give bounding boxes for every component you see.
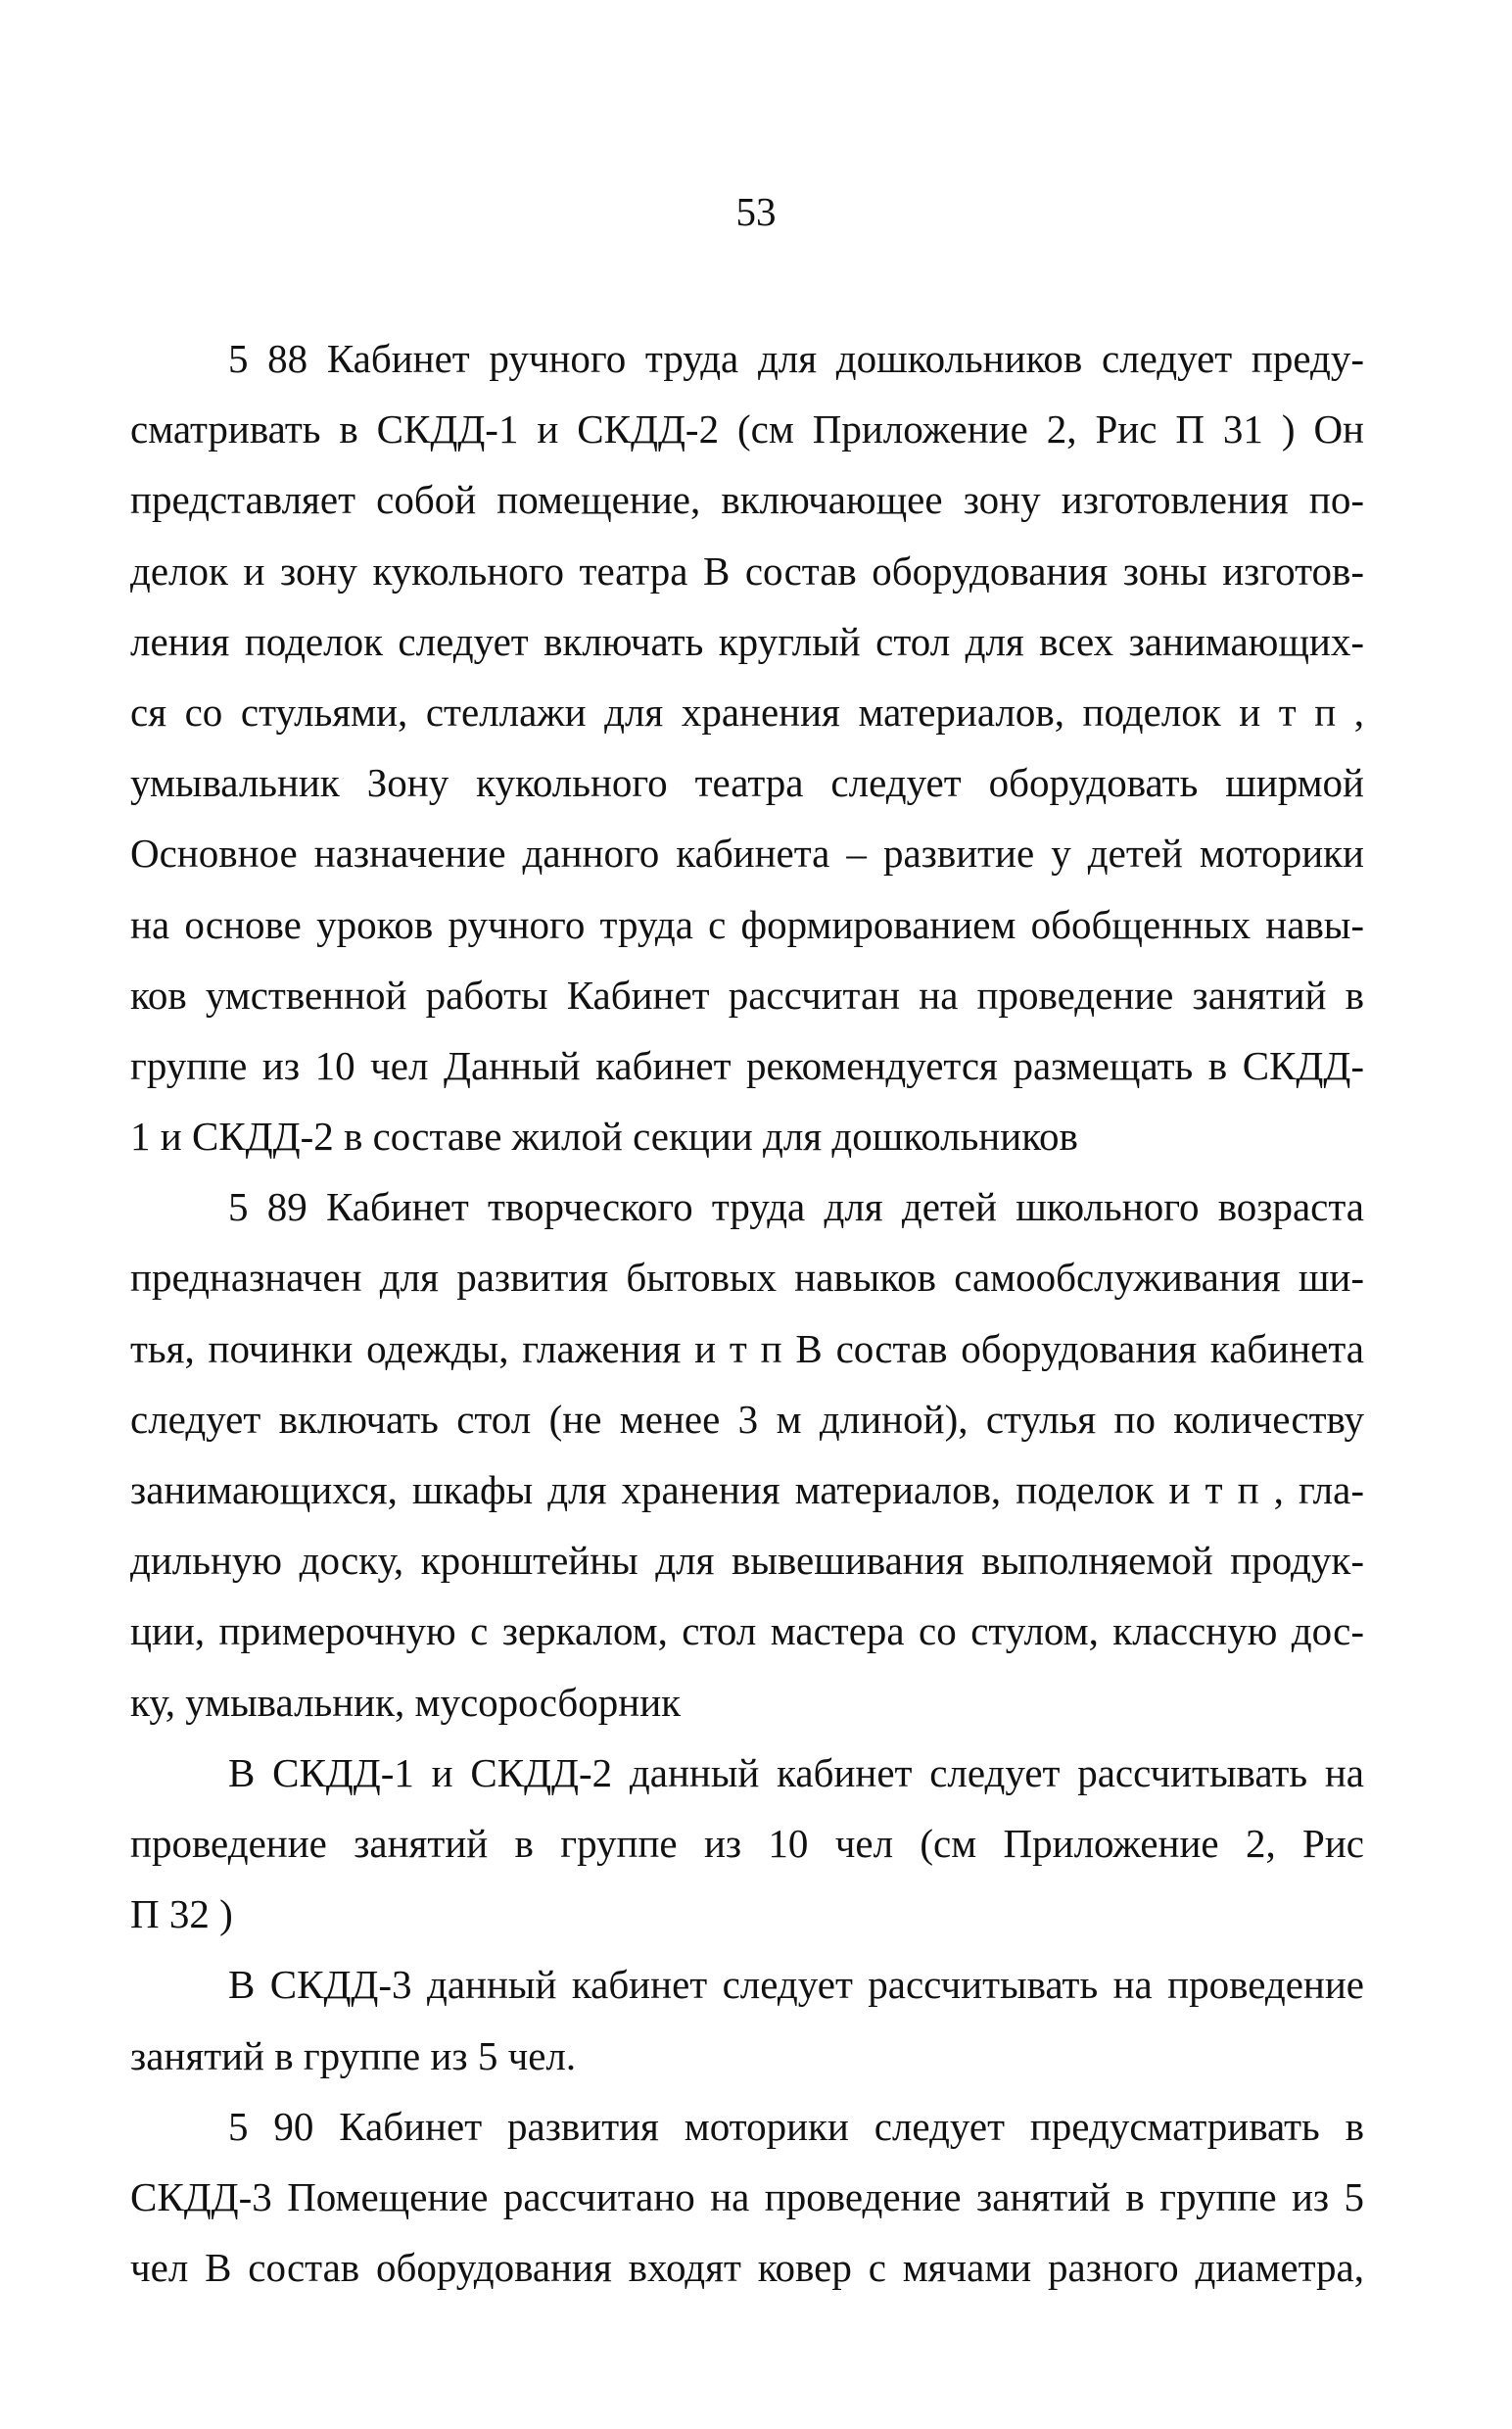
- text-line: тья, починки одежды, глажения и т п В состав оборудования кабинета: [130, 1325, 1364, 1371]
- text-line: Основное назначение данного кабинета – развитие у детей моторики: [130, 831, 1364, 877]
- page-number: 53: [735, 189, 777, 234]
- text-line: ку, умывальник, мусоросборник: [130, 1679, 682, 1725]
- text-line: В СКДД-1 и СКДД-2 данный кабинет следует рассчитывать на: [228, 1749, 1364, 1795]
- text-line: занимающихся, шкафы для хранения материалов, поделок и т п , гла-: [130, 1467, 1364, 1512]
- text-line: 5 88 Кабинет ручного труда для дошкольников следует преду-: [228, 336, 1364, 381]
- text-line: проведение занятий в группе из 10 чел (см Приложение 2, Рис: [130, 1820, 1364, 1866]
- text-line: предназначен для развития бытовых навыков самообслуживания ши-: [130, 1255, 1364, 1301]
- text-line: ков умственной работы Кабинет рассчитан на проведение занятий в: [130, 972, 1364, 1018]
- text-line: умывальник Зону кукольного театра следует оборудовать ширмой: [130, 760, 1364, 806]
- text-line: 5 90 Кабинет развития моторики следует предусматривать в: [228, 2103, 1364, 2149]
- text-line: следует включать стол (не менее 3 м длиной), стулья по количеству: [130, 1396, 1364, 1442]
- text-line: 5 89 Кабинет творческого труда для детей школьного возраста: [228, 1184, 1364, 1230]
- text-line: П 32 ): [130, 1891, 233, 1937]
- text-line: ции, примерочную с зеркалом, стол мастера со стулом, классную дос-: [130, 1608, 1364, 1654]
- text-line: ся со стульями, стеллажи для хранения материалов, поделок и т п ,: [130, 689, 1364, 735]
- text-line: занятий в группе из 5 чел.: [130, 2032, 577, 2078]
- text-line: 1 и СКДД-2 в составе жилой секции для дошкольников: [130, 1114, 1078, 1160]
- text-line: чел В состав оборудования входят ковер с мячами разного диаметра,: [130, 2245, 1364, 2291]
- text-line: делок и зону кукольного театра В состав оборудования зоны изготов-: [130, 548, 1364, 594]
- text-line: СКДД-3 Помещение рассчитано на проведение занятий в группе из 5: [130, 2173, 1364, 2219]
- text-line: на основе уроков ручного труда с формированием обобщенных навы-: [130, 901, 1364, 947]
- text-line: представляет собой помещение, включающее зону изготовления по-: [130, 477, 1364, 523]
- text-line: ления поделок следует включать круглый стол для всех занимающих-: [130, 618, 1364, 664]
- text-line: сматривать в СКДД-1 и СКДД-2 (см Приложение 2, Рис П 31 ) Он: [130, 406, 1364, 452]
- body-text: [130, 323, 1364, 2303]
- text-line: В СКДД-3 данный кабинет следует рассчитывать на проведение: [228, 1962, 1364, 2008]
- text-line: группе из 10 чел Данный кабинет рекомендуется размещать в СКДД-: [130, 1042, 1364, 1088]
- text-line: дильную доску, кронштейны для вывешивания выполняемой продук-: [130, 1538, 1364, 1584]
